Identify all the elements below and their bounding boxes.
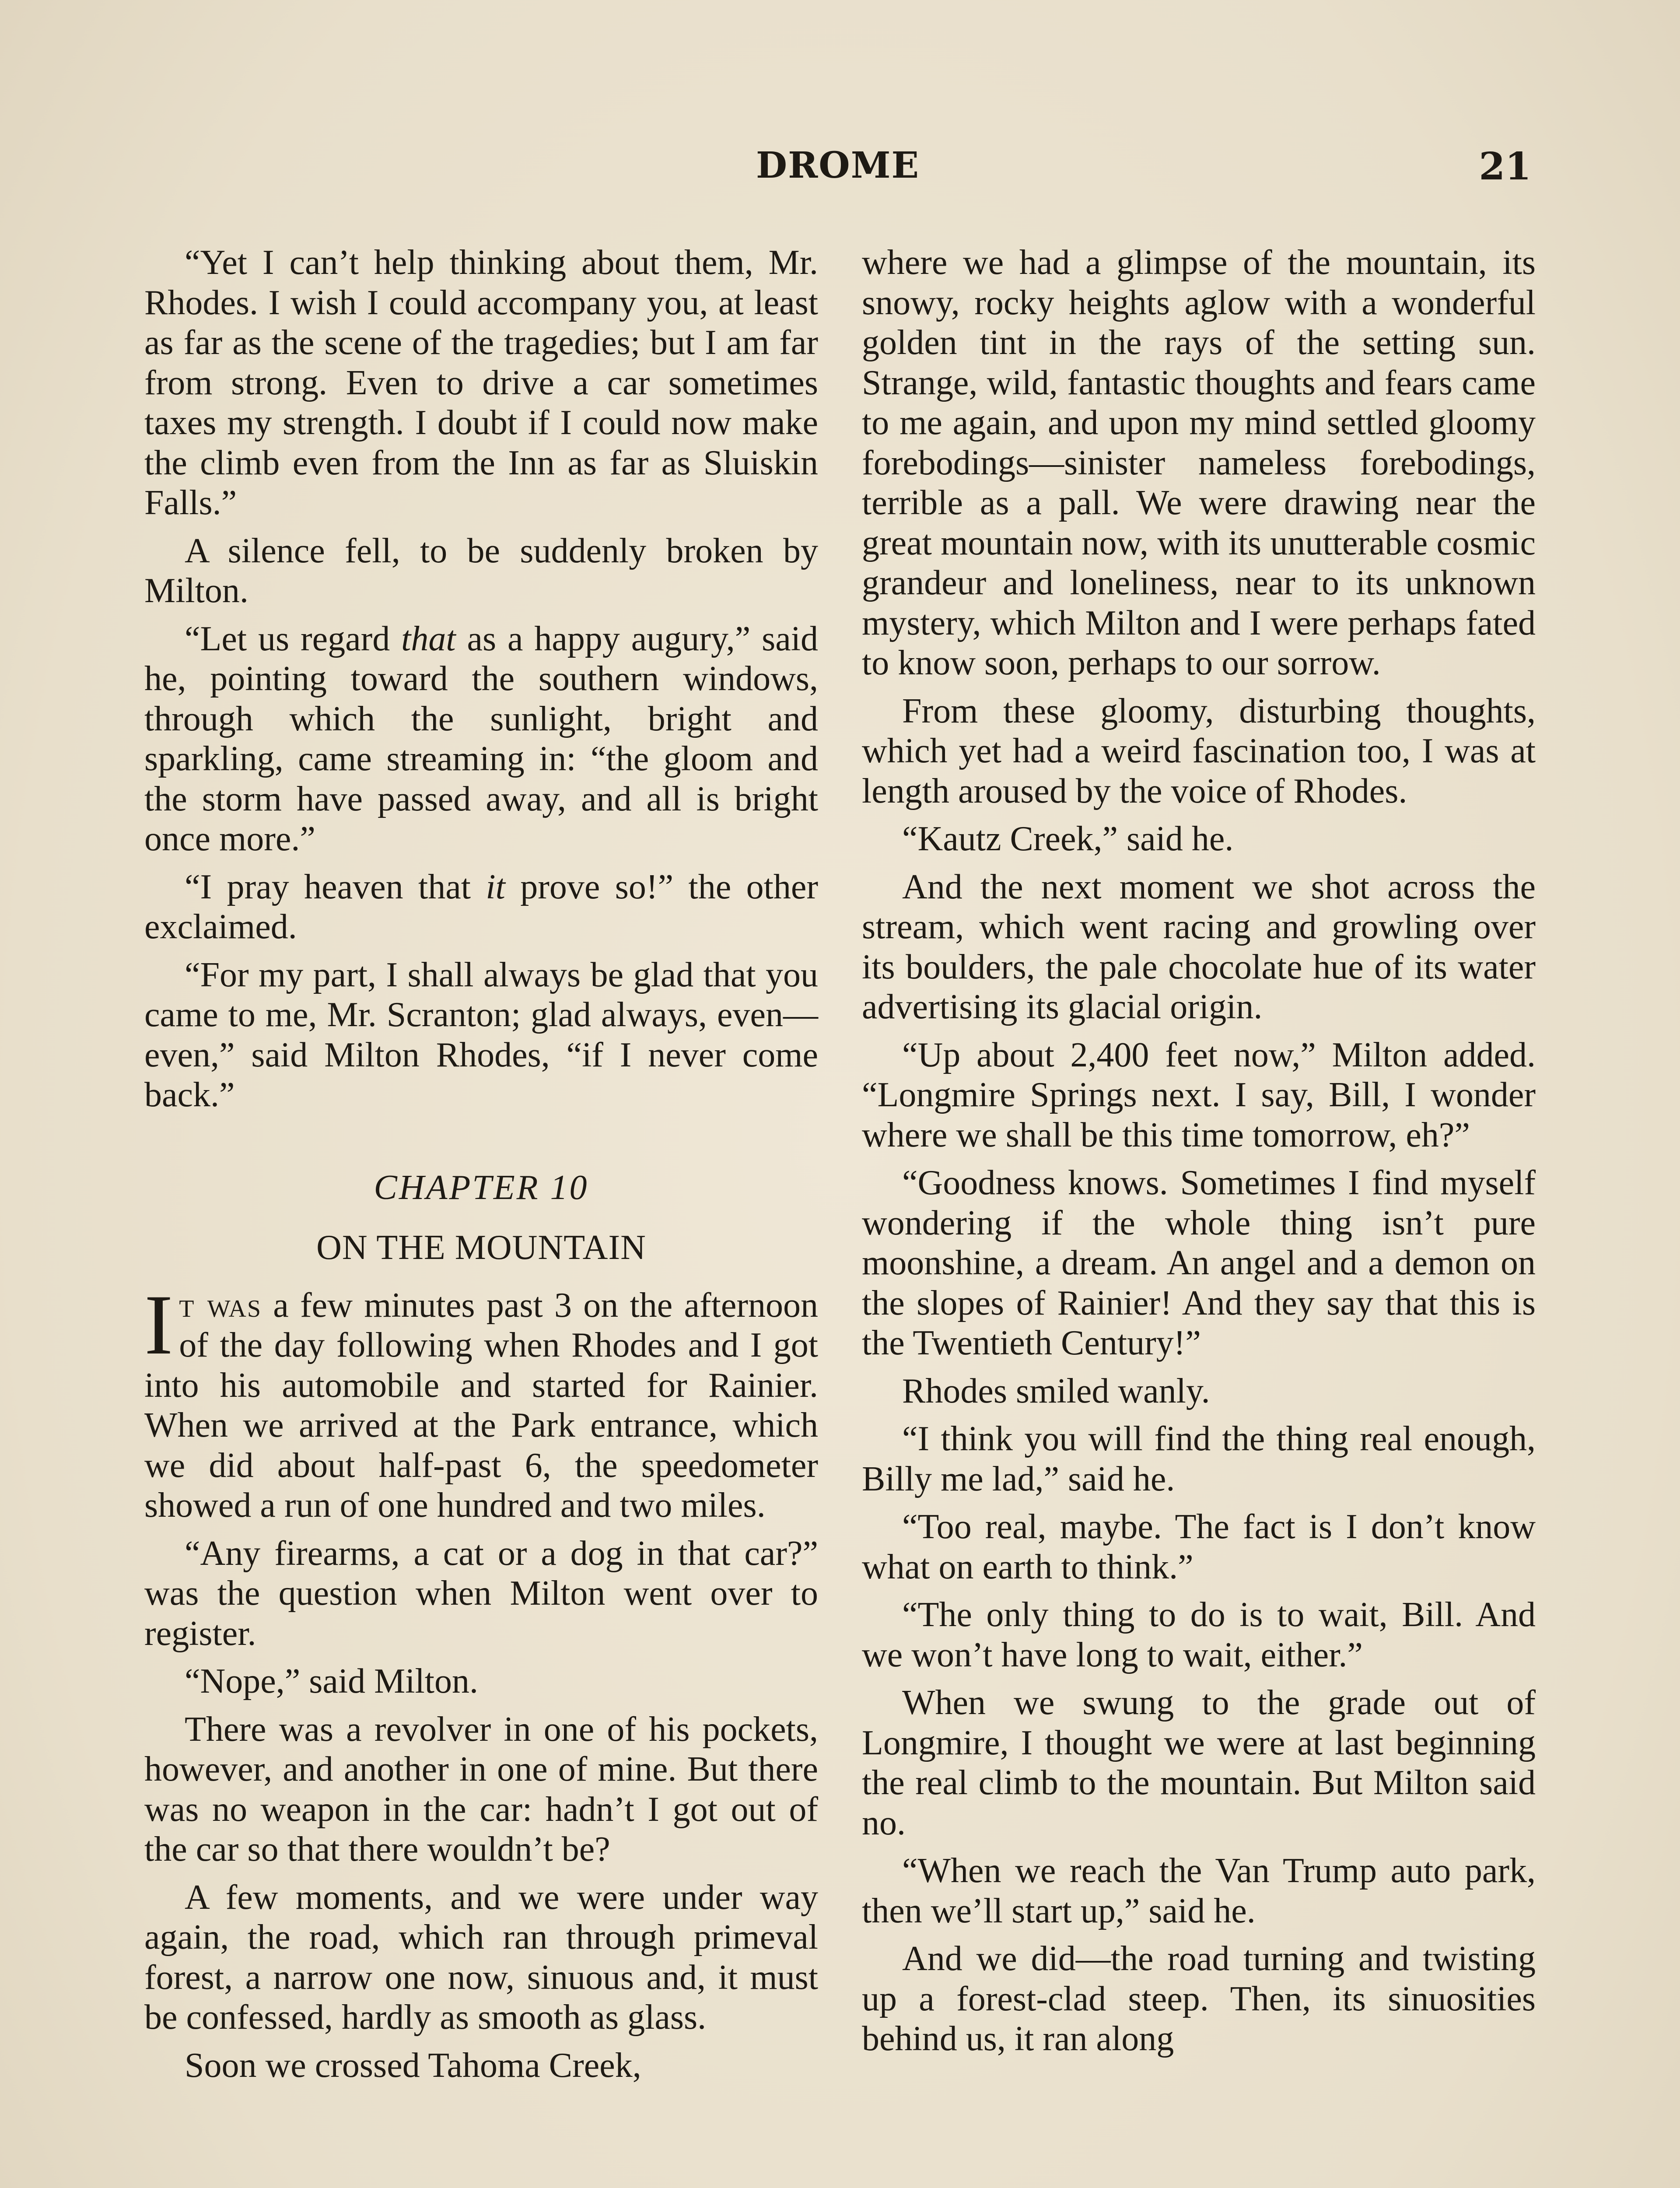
paragraph [144,619,818,859]
paragraph: “The only thing to do is to wait, Bill. And we won’t have long to wait, either.” [862,1595,1536,1674]
left-column [144,243,818,2093]
emphasis: it [486,867,505,906]
paragraph: From these gloomy, disturbing thoughts, which yet had a weird fascination too, I was at length aroused by the voice of Rhodes. [862,691,1536,810]
page-header [144,144,1531,193]
chapter-title: ON THE MOUNTAIN [316,1228,646,1267]
paragraph: where we had a glimpse of the mountain, its snowy, rocky heights aglow with a wonderful golden tint in the rays of the setting sun. Strange, wild, fantastic thoughts and fears came to me again, and upon my mind settled gloomy forebodings—sinister nameless forebodings, terrible as a pall. We were drawing near the great mountain now, with its unutterable cosmic grandeur and loneliness, near to its unknown mystery, which Milton and I were perhaps fated to know soon, perhaps to our sorrow. [862,243,1536,682]
paragraph: “Nope,” said Milton. [185,1662,478,1701]
paragraph: There was a revolver in one of his pockets, however, and another in one of mine. But there was no weapon in the car: hadn’t I got out of the car so that there wouldn’t be? [144,1710,818,1869]
drop-cap: I [144,1277,173,1372]
small-caps-run: t was [179,1286,262,1325]
paragraph: “Goodness knows. Sometimes I find myself wondering if the whole thing isn’t pure moonshine, a dream. An angel and a demon on the slopes of Rainier! And they say that this is the Twentieth Century!” [862,1164,1536,1362]
paragraph: “For my part, I shall always be glad that you came to me, Mr. Scranton; glad always, even—even,” said Milton Rhodes, “if I never come back.” [144,955,818,1114]
text-run: “Let us regard [185,619,402,658]
chapter-heading: CHAPTER 10 [374,1168,589,1207]
paragraph [144,867,818,947]
paragraph: And the next moment we shot across the stream, which went racing and growling over its boulders, the pale chocolate hue of its water advertising its glacial origin. [862,867,1536,1026]
text-run: “I pray heaven that [185,867,486,906]
text-run: as a happy augury,” said he, pointing toward the southern windows, through which the sunlight, bright and sparkling, came streaming in: “the gloom and the storm have passed away, and all is bright once more.” [144,619,818,858]
paragraph: Soon we crossed Tahoma Creek, [185,2046,641,2085]
text-run: prove so!” the other exclaimed. [144,867,818,946]
paragraph: A silence fell, to be suddenly broken by Milton. [144,531,818,610]
text-run: a few minutes past 3 on the afternoon of the day following when Rhodes and I got into his automobile and started for Rainier. When we arrived at the Park entrance, which we did about half-past 6, the speedometer showed a run of one hundred and two miles. [144,1286,818,1525]
paragraph: Rhodes smiled wanly. [902,1371,1210,1410]
page-number: 21 [1479,144,1531,189]
opening-paragraph [144,1277,818,1526]
emphasis: that [401,619,456,658]
paragraph: “Too real, maybe. The fact is I don’t know what on earth to think.” [862,1508,1536,1586]
paragraph: “Kautz Creek,” said he. [902,820,1234,858]
paragraph: A few moments, and we were under way again, the road, which ran through primeval forest, a narrow one now, sinuous and, it must be confessed, hardly as smooth as glass. [144,1878,818,2037]
paragraph: When we swung to the grade out of Longmire, I thought we were at last beginning the real climb to the mountain. But Milton said no. [862,1683,1536,1842]
running-head: DROME [756,144,920,186]
paragraph: “When we reach the Van Trump auto park, then we’ll start up,” said he. [862,1851,1536,1930]
paragraph: “Any firearms, a cat or a dog in that car?” was the question when Milton went over to register. [144,1534,818,1653]
paragraph: And we did—the road turning and twisting up a forest-clad steep. Then, its sinuosities behind us, it ran along [862,1939,1536,2058]
paragraph: “I think you will find the thing real enough, Billy me lad,” said he. [862,1420,1536,1498]
paragraph: “Yet I can’t help thinking about them, Mr. Rhodes. I wish I could accompany you, at least as far as the scene of the tragedies; but I am far from strong. Even to drive a car sometimes taxes my strength. I doubt if I could now make the climb even from the Inn as far as Sluiskin Falls.” [144,243,818,522]
paragraph: “Up about 2,400 feet now,” Milton added. “Longmire Springs next. I say, Bill, I wonder where we shall be this time tomorrow, eh?” [862,1035,1536,1154]
right-column [862,243,1536,2067]
